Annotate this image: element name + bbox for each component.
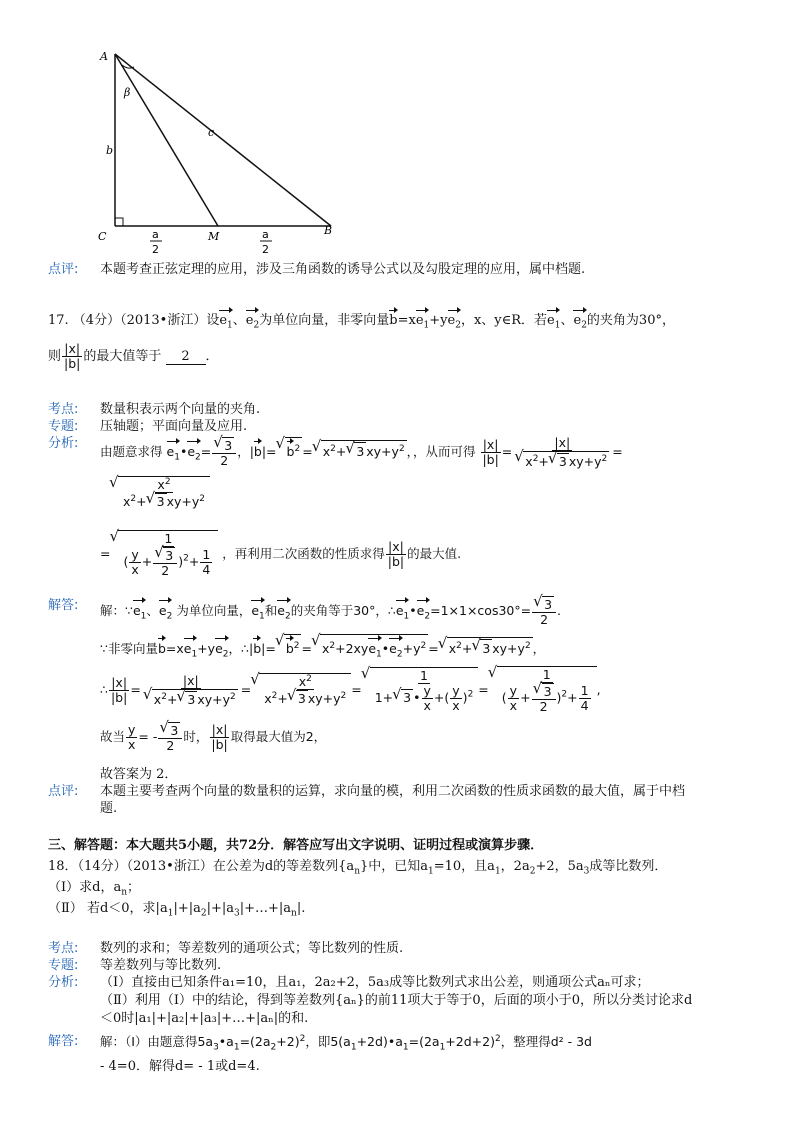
q17-kaodian: 数量积表示两个向量的夹角. bbox=[100, 402, 261, 417]
label-half2-den: 2 bbox=[262, 243, 269, 256]
label-b: b bbox=[106, 144, 114, 157]
q17-jieda-line2: ∵非零向量$b=xe_1+ye_2$，∴|b|=√ $b^2$ =√ $x^2+2xye_1•e_2+y^2$ =√ $x^2+√$ 3 $xy+y^2$ ， bbox=[100, 634, 545, 660]
q18-zhuanti-label: 专题: bbox=[48, 958, 79, 973]
label-M: M bbox=[208, 230, 220, 243]
q16-comment-text: 本题考查正弦定理的应用，涉及三角函数的诱导公式以及勾股定理的应用，属中档题. bbox=[100, 262, 586, 277]
q18-jieda-label: 解答: bbox=[48, 1034, 79, 1049]
q17-jieda-line3: ∴ $\frac{|x|}{|b|}$ = |x| √ $x^2+√$ 3 $xy+y^2$ = √ $\frac{x^2}{x^2+√ 3 xy+y^2}$ = √ 1 1+√ 3 • $\frac{y}{x}$ +( $\frac{y}{x}$ )$^2$ = √ 1 ( $\frac{y}{x}$ + √ $\frac{3}{2}$ )$^2$+ $\frac{1}{4}$ , bbox=[100, 666, 601, 713]
q18-kaodian-label: 考点: bbox=[48, 941, 79, 956]
label-half1: a bbox=[152, 228, 159, 241]
q17-zhuanti: 压轴题；平面向量及应用. bbox=[100, 419, 248, 434]
q17-fenxi-line1: 由题意求得 $e_1•e_2=$ √ $\frac{3}{2}$ ，|b|=√ $b^2$ =√ $x^2+√$ 3 $xy+y^2$ ，，从而可得 $\frac{|x|}{|b|}$ = |x| √ $x^2+√$ 3 $xy+y^2$ = bbox=[100, 436, 623, 469]
q17-dianping-2: 题. bbox=[100, 801, 118, 816]
q17-answer: 2 bbox=[166, 349, 206, 365]
label-B: B bbox=[324, 224, 333, 237]
section-3-heading: 三、解答题：本大题共5小题，共72分．解答应写出文字说明、证明过程或演算步骤． bbox=[48, 838, 544, 853]
label-A: A bbox=[100, 50, 108, 63]
q17-fenxi-line3: = √ 1 ( $\frac{y}{x}$ + √ $\frac{3}{2}$ )$^2$+ $\frac{1}{4}$ ，再利用二次函数的性质求得 $\frac{|x|}{|b|}$ 的最大值. bbox=[100, 530, 461, 577]
q18-zhuanti: 等差数列与等比数列. bbox=[100, 958, 222, 973]
label-c: c bbox=[208, 126, 215, 139]
q17-dianping-1: 本题主要考查两个向量的数量积的运算，求向量的模，利用二次函数的性质求函数的最大值，属于中档 bbox=[100, 784, 686, 799]
q17-dianping-label: 点评: bbox=[48, 784, 79, 799]
q17-zhuanti-label: 专题: bbox=[48, 419, 79, 434]
q18-fenxi-1: （Ⅰ）直接由已知条件a₁=10，且a₁，2a₂+2，5a₃成等比数列式求出公差，则通项公式aₙ可求； bbox=[100, 975, 650, 990]
q18-kaodian: 数列的求和；等差数列的通项公式；等比数列的性质. bbox=[100, 941, 404, 956]
label-half2: a bbox=[262, 228, 269, 241]
q17-statement-line2: 则 $\frac{|x|}{|b|}$ 的最大值等于 2 ． bbox=[48, 341, 219, 371]
label-C: C bbox=[98, 230, 107, 243]
label-half1-den: 2 bbox=[152, 243, 159, 256]
triangle-figure bbox=[90, 40, 350, 260]
q17-statement: 17. （4分）（2013•浙江）设$e_1$、$e_2$为单位向量，非零向量$b=xe_1+ye_2$，x、y∈R．若$e_1$、$e_2$的夹角为30°， bbox=[48, 308, 675, 331]
q18-part2: （Ⅱ） 若d＜0，求$|a_1|+|a_2|+|a_3|+\dots+|a_n|$. bbox=[48, 901, 306, 919]
q17-jieda-line4: 故当 $\frac{y}{x}$ = - √ $\frac{3}{2}$ 时， $\frac{|x|}{|b|}$ 取得最大值为2， bbox=[100, 722, 326, 753]
q18-jieda-line2: - 4=0．解得d= - 1或d=4. bbox=[100, 1059, 260, 1074]
q18-fenxi-label: 分析: bbox=[48, 975, 79, 990]
q18-jieda-line1: 解：（Ⅰ）由题意得$5a_3•a_1=(2a_2+2)^2$，即$5(a_1+2d)•a_1=(2a_1+2d+2)^2$，整理得d² - 3d bbox=[100, 1033, 592, 1053]
q17-kaodian-label: 考点: bbox=[48, 402, 79, 417]
q18-part1: （Ⅰ）求d，$a_n$； bbox=[48, 880, 141, 898]
label-beta: β bbox=[124, 86, 131, 99]
q17-fenxi-line2: √ $\frac{x^2}{x^2+√ 3 xy+y^2}$ bbox=[110, 476, 210, 509]
q18-statement: 18．（14分）（2013•浙江）在公差为d的等差数列$\{a_n\}$中，已知$a_1=10$，且$a_1$，$2a_2+2$，$5a_3$成等比数列． bbox=[48, 859, 668, 877]
q17-jieda-line5: 故答案为 2． bbox=[100, 767, 178, 782]
q18-fenxi-2: （Ⅱ）利用（Ⅰ）中的结论，得到等差数列{aₙ}的前11项大于等于0，后面的项小于0，所以分类讨论求d bbox=[100, 993, 693, 1008]
q17-jieda-line1: 解：$\because e_1$、$e_2$ 为单位向量，$e_1$和$e_2$的夹角等于30°，$\therefore e_1•e_2=1\times 1\times\cos 30^\circ=$ √ $\frac{3}{2}$ . bbox=[100, 596, 561, 627]
q17-fenxi-label: 分析: bbox=[48, 436, 79, 451]
q17-jieda-label: 解答: bbox=[48, 598, 79, 613]
q16-comment-label: 点评: bbox=[48, 262, 79, 277]
q18-fenxi-3: ＜0时|a₁|+|a₂|+|a₃|+…+|aₙ|的和. bbox=[100, 1011, 309, 1026]
